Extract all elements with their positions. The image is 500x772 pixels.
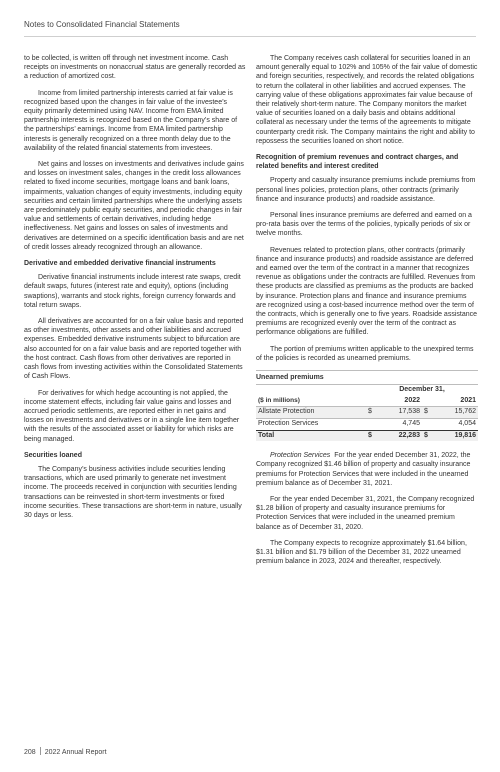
cell-value: 4,745: [402, 420, 420, 428]
footer-divider: [40, 747, 41, 755]
report-name: 2022 Annual Report: [44, 749, 107, 756]
currency-symbol: $: [422, 407, 434, 419]
currency-symbol: [366, 419, 378, 431]
paragraph: Derivative financial instruments include interest rate swaps, credit default swaps, futures (interest rate and equity), options (including swaptions), warrants and stock rights, foreign currency forwards and total return swaps.: [24, 274, 241, 309]
table-total-row: [256, 430, 478, 441]
running-header: Notes to Consolidated Financial Statements: [24, 20, 180, 29]
cell-value: 17,538: [378, 407, 422, 419]
row-label: Protection Services: [258, 420, 319, 428]
table-period-header: December 31,: [399, 386, 445, 394]
currency-symbol: [422, 419, 434, 431]
unearned-premiums-table: [256, 370, 478, 441]
header-divider: [24, 36, 476, 37]
cell-value: 4,054: [458, 420, 476, 428]
currency-symbol: $: [366, 430, 378, 441]
paragraph-text: For the year ended December 31, 2022, the Company recognized $1.46 billion of property and casualty insurance premiums for Protection Services that were included in the unearned premium balance as of December 31, 2021.: [256, 452, 471, 487]
table-row: [256, 419, 478, 431]
left-column: [24, 54, 246, 527]
paragraph: The Company receives cash collateral for securities loaned in an amount generally equal to 102% and 105% of the fair value of domestic and foreign securities, respectively, and records the related obligations to return the collateral in other liabilities and accrued expenses. The carrying value of these obligations approximates fair value because of their relatively short-term nature. The Company monitors the market value of securities loaned on a daily basis and obtains additional collateral as necessary under the terms of the agreements to mitigate counterparty credit risk. The Company maintains the right and ability to repossess the securities loaned on short notice.: [256, 55, 478, 145]
paragraph: The Company expects to recognize approximately $1.64 billion, $1.31 billion and $1.79 billion of the December 31, 2022 unearned premium balance in 2023, 2024 and thereafter, respectively.: [256, 539, 467, 566]
table-year-header: 2022: [366, 396, 422, 407]
paragraph: to be collected, is written off through net investment income. Cash receipts on investments on nonaccrual status are generally recorded as a reduction of amortized cost.: [24, 55, 246, 81]
currency-symbol: $: [366, 407, 378, 419]
page-footer: [24, 747, 107, 756]
paragraph: Net gains and losses on investments and derivatives include gains and losses on investment sales, changes in the credit loss allowances related to fixed income securities, mortgage loans and bank loans, impairments, valuation changes of equity investments, including equity securities and certain limited partnerships where the underlying assets are predominately public equity securities, and periodic changes in fair value and settlements of certain derivatives, including hedge ineffectiveness. Net gains and losses on sales of investments and derivatives are determined on a specific identification basis and are net of credit losses already recognized through an allowance.: [24, 161, 244, 251]
paragraph: Property and casualty insurance premiums include premiums from personal lines policies, protection plans, other contracts (primarily finance and insurance products) and roadside assistance.: [256, 177, 476, 203]
paragraph: For derivatives for which hedge accounting is not applied, the income statement effects, including fair value gains and losses and accrued periodic settlements, are reported either in net gains and losses on investments and derivatives or in a single line item together with the results of the associated asset or liability for which risks are being managed.: [24, 389, 240, 443]
section-heading-premium-recognition: Recognition of premium revenues and contract charges, and related benefits and interest credited: [256, 154, 459, 171]
section-heading-securities-loaned: Securities loaned: [24, 451, 82, 459]
cell-value: 15,762: [434, 407, 478, 419]
paragraph: The portion of premiums written applicable to the unexpired terms of the policies is recorded as unearned premiums.: [256, 345, 474, 362]
cell-value: 19,816: [434, 430, 478, 441]
inline-heading: Protection Services: [270, 452, 331, 460]
right-column: [256, 54, 478, 574]
paragraph: For the year ended December 31, 2021, the Company recognized $1.28 billion of property and casualty insurance premiums for Protection Services that were included in the unearned premium balance as of December 31, 2020.: [256, 496, 475, 531]
table-year-header: 2021: [422, 396, 478, 407]
cell-value: 22,283: [378, 430, 422, 441]
table-title: Unearned premiums: [256, 371, 478, 385]
row-label: Total: [256, 430, 366, 441]
paragraph: Personal lines insurance premiums are deferred and earned on a pro-rata basis over the terms of the policies, typically periods of six or twelve months.: [256, 212, 472, 238]
row-label: Allstate Protection: [256, 407, 366, 419]
currency-symbol: $: [422, 430, 434, 441]
paragraph: Revenues related to protection plans, other contracts (primarily finance and insurance products) and roadside assistance are deferred and earned over the term of the contract in a manner that recognizes revenue as obligations under the contracts are fulfilled. Revenues from these products are classified as premiums as the products are backed by insurance. Protection plans and finance and insurance premiums are recognized using a cost-based incurrence method over the term of the contracts, which is generally one to five years. Roadside assistance premiums are recognized evenly over the term of the contract as performance obligations are fulfilled.: [256, 246, 478, 337]
section-heading-derivatives: Derivative and embedded derivative financial instruments: [24, 260, 216, 268]
paragraph: The Company’s business activities include securities lending transactions, which are used primarily to generate net investment income. The proceeds received in conjunction with securities lending transactions can be reinvested in short-term investments or fixed income securities. These transactions are short-term in nature, usually 30 days or less.: [24, 465, 242, 519]
page-number: 208: [24, 749, 36, 756]
table-unit-label: ($ in millions): [256, 396, 366, 407]
paragraph: Income from limited partnership interests carried at fair value is recognized based upon the changes in fair value of the investee’s equity primarily determined using NAV. Income from EMA limited partnership interests is recognized based on the Company’s share of the partnerships’ earnings. Income from EMA limited partnership interests is generally recognized on a three month delay due to the availability of the related financial statements from investees.: [24, 89, 238, 152]
paragraph: [256, 451, 478, 488]
paragraph: All derivatives are accounted for on a fair value basis and reported as other investments, other assets and other liabilities and accrued expenses. Embedded derivative instruments subject to bifurcation are also accounted for on a fair value basis and are reported together with the host contract. Cash flows from other derivatives are reported in cash flows from investing activities within the Consolidated Statements of Cash Flows.: [24, 318, 244, 381]
table-row: [256, 407, 478, 419]
